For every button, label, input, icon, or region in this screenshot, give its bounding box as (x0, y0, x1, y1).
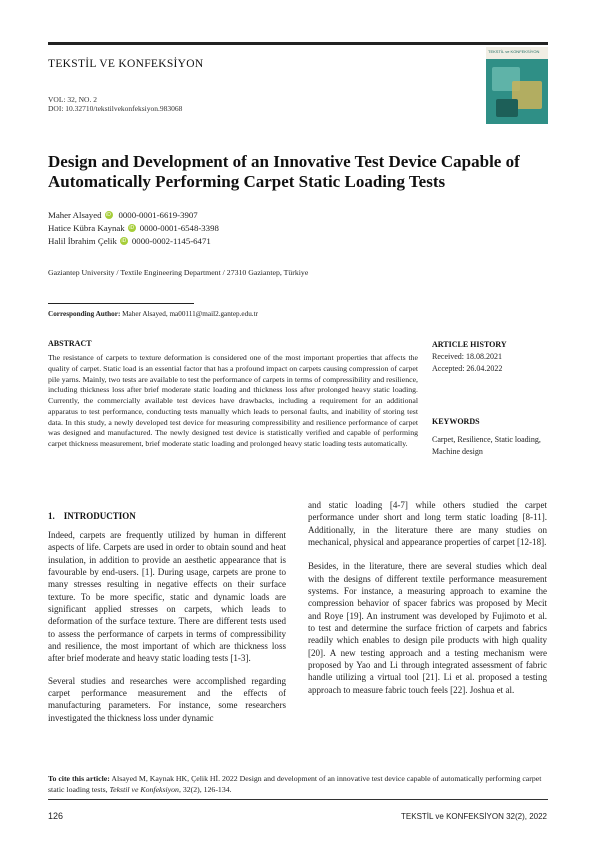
author-name: Halil İbrahim Çelik (48, 236, 117, 246)
author-1 (48, 210, 198, 220)
introduction-heading: 1. INTRODUCTION (48, 511, 136, 521)
author-3 (48, 236, 211, 246)
accepted-date: Accepted: 26.04.2022 (432, 364, 503, 373)
citation-text: Alsayed M, Kaynak HK, Çelik Hİ. 2022 Design and development of an innovative test device capable of automatically performing carpet static loading tests, (48, 774, 542, 794)
separator-rule (48, 303, 194, 304)
footer-journal-issue: TEKSTİL ve KONFEKSİYON 32(2), 2022 (401, 812, 547, 821)
orcid-icon[interactable]: iD (129, 225, 135, 231)
keywords-text: Carpet, Resilience, Static loading, Machine design (432, 435, 541, 456)
corresponding-text: Maher Alsayed, ma00111@mail2.gantep.edu.tr (122, 310, 258, 318)
abstract-heading: ABSTRACT (48, 339, 92, 348)
article-history-heading: ARTICLE HISTORY (432, 340, 507, 349)
journal-cover-thumbnail (486, 47, 548, 124)
intro-paragraph: and static loading [4-7] while others studied the carpet performance under short and long term static loading [8-11]. Additionally, in the literature there are many studies on mechanical, physical and appearance properties of carpet [12-18]. (308, 500, 547, 548)
author-orcid: 0000-0001-6548-3398 (139, 223, 219, 233)
author-2 (48, 223, 219, 233)
intro-paragraph: Besides, in the literature, there are several studies which deal with the designs of different textile performance measurement systems. For instance, a measuring approach to examine the compression behavior of spacer fabrics was proposed by Mecit and Roye [19]. An instrument was developed by Fujimoto et al. to test and determine the surface friction of carpets and fabrics readily which enables to design pile products with high quality [20]. A new testing approach and a testing mechanism were proposed by Yao and Li through integrated assessment of fabric handle utilizing a virtual tool [21]. Li et al. proposed a testing approach to measure fabric touch feels [22]. Joshua et al. (308, 561, 547, 695)
affiliation: Gaziantep University / Textile Engineering Department / 27310 Gaziantep, Türkiye (48, 268, 309, 277)
citation-tail: , 32(2), 126-134. (178, 785, 232, 794)
intro-left-column (48, 529, 286, 724)
corresponding-label: Corresponding Author: (48, 310, 121, 318)
article-history (432, 339, 550, 375)
doi: DOI: 10.32710/tekstilvekonfeksiyon.983068 (48, 104, 183, 113)
intro-right-column (308, 499, 547, 696)
citation (48, 773, 548, 795)
citation-journal: Tekstil ve Konfeksiyon (109, 785, 179, 794)
orcid-icon[interactable]: iD (121, 238, 127, 244)
intro-paragraph: Indeed, carpets are frequently utilized by human in different aspects of life. Carpets are used in order to obtain sound and heat insulation, in addition to provide an aesthetic appearance that is favourable by end-users. [1]. During usage, carpets are prone to many stresses resulting in negative effects on their surface texture. To be more specific, static and dynamic loads are significant applied stresses on carpets, which leads to deformation of the surface texture. There are different tests used to assess the performance of carpets in terms of compressibility and resilience, the most important of which are thickness loss after brief moderate and heavy static loading tests [1-3]. (48, 530, 286, 664)
volume-info (48, 95, 182, 113)
author-orcid: 0000-0001-6619-3907 (118, 210, 198, 220)
volume-number: VOL: 32, NO. 2 (48, 95, 97, 104)
orcid-icon[interactable]: iD (106, 212, 111, 218)
author-orcid: 0000-0002-1145-6471 (131, 236, 211, 246)
footer-rule (48, 799, 548, 800)
author-name: Maher Alsayed (48, 210, 102, 220)
abstract-text: The resistance of carpets to texture deformation is considered one of the most important properties that affects the quality of carpet. Static load is an essential factor that has a profound impact on carpets causing compression of carpet pile yarns. Mainly, two tests are available to test the performance of carpets in terms of compressibility and resilience, including thickness loss after brief moderate static loading and thickness loss after prolonged heavy static loading. Currently, the commercially available test devices have drawbacks, including a requirement for an additional apparatus to test performance, conducting tests manually which leads to personal faults, and inability of storing test data. In this study, a newly developed test device for measuring compressibility and resilience performance of carpet was designed and manufactured. The newly designed test device is statistically verified and capable of performing carpet thickness measurement, brief moderate static loading and prolonged heavy static loading tests automatically. (48, 353, 418, 448)
citation-label: To cite this article: (48, 774, 110, 783)
corresponding-author (48, 310, 258, 318)
cover-title: TEKSTİL ve KONFEKSİYON (488, 49, 540, 54)
keywords (432, 416, 550, 458)
author-name: Hatice Kübra Kaynak (48, 223, 125, 233)
journal-name: TEKSTİL VE KONFEKSİYON (48, 58, 204, 70)
article-title: Design and Development of an Innovative Test Device Capable of Automatically Performing Carpet Static Loading Tests (48, 152, 520, 191)
page-number: 126 (48, 811, 64, 821)
received-date: Received: 18.08.2021 (432, 352, 502, 361)
keywords-heading: KEYWORDS (432, 417, 480, 426)
intro-paragraph: Several studies and researches were accomplished regarding carpet performance measurement and the effects of manufacturing parameters. For instance, some researchers investigated the thickness loss under dynamic (48, 675, 286, 723)
header-rule (48, 42, 548, 45)
